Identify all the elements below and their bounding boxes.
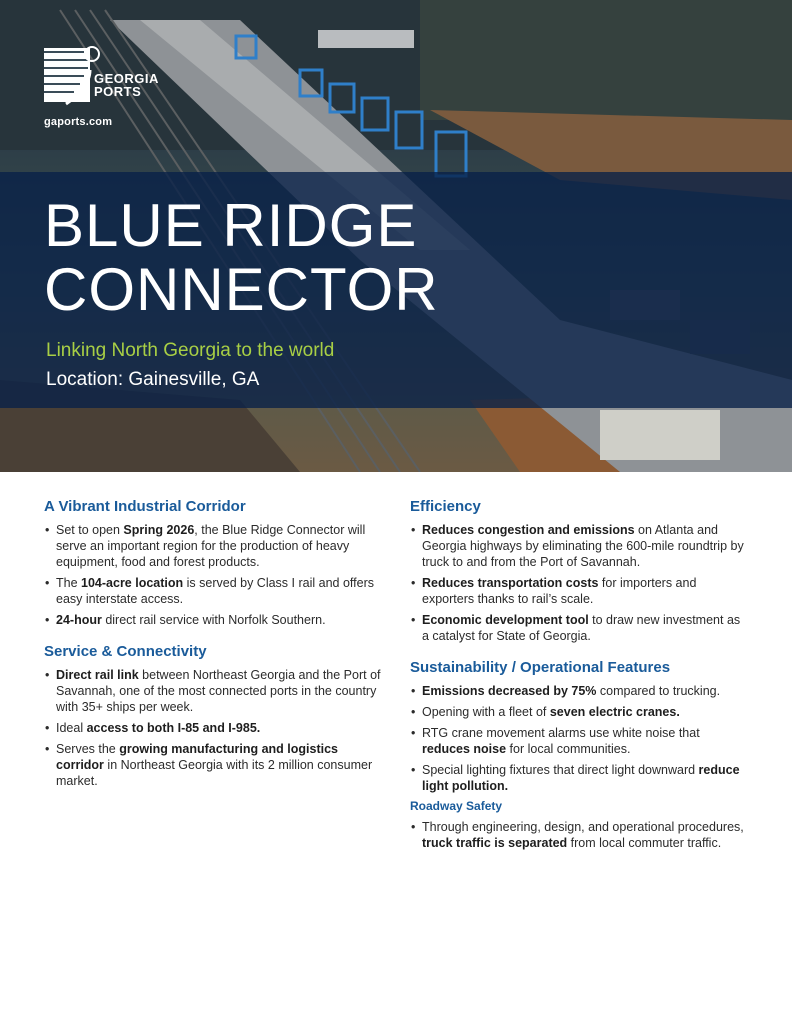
left-column <box>44 498 384 794</box>
right-column <box>410 498 750 856</box>
list-item: • Opening with a fleet of seven electric cranes. <box>410 704 750 720</box>
list-item: • Economic development tool to draw new investment as a catalyst for State of Georgia. <box>410 612 750 644</box>
location-line: Location: Gainesville, GA <box>46 369 260 390</box>
logo-wordmark <box>94 72 159 98</box>
website-url[interactable]: gaports.com <box>44 116 113 128</box>
page-title <box>44 194 439 322</box>
title-line-1: BLUE RIDGE <box>44 192 418 259</box>
logo-line-1: GEORGIA <box>94 71 159 86</box>
section-heading-service-connectivity: Service & Connectivity <box>44 643 207 660</box>
roadway-safety-list <box>410 819 750 851</box>
list-item: • Reduces congestion and emissions on Atlanta and Georgia highways by eliminating the 600-mile roundtrip by truck to and from the Port of Savannah. <box>410 522 750 570</box>
list-item: • Emissions decreased by 75% compared to trucking. <box>410 683 750 699</box>
hero-banner <box>0 0 792 472</box>
section-heading-efficiency: Efficiency <box>410 498 481 515</box>
list-item: • Set to open Spring 2026, the Blue Ridge Connector will serve an important region for the production of heavy equipment, food and forest products. <box>44 522 384 570</box>
logo-line-2: PORTS <box>94 84 142 99</box>
sustainability-list <box>410 683 750 794</box>
section-heading-industrial-corridor: A Vibrant Industrial Corridor <box>44 498 246 515</box>
industrial-corridor-list <box>44 522 384 628</box>
section-heading-sustainability: Sustainability / Operational Features <box>410 659 671 676</box>
list-item: • Reduces transportation costs for importers and exporters thanks to rail’s scale. <box>410 575 750 607</box>
service-connectivity-list <box>44 667 384 789</box>
list-item: • The 104-acre location is served by Class I rail and offers easy interstate access. <box>44 575 384 607</box>
title-line-2: CONNECTOR <box>44 256 439 323</box>
list-item: • Special lighting fixtures that direct light downward reduce light pollution. <box>410 762 750 794</box>
list-item: • Through engineering, design, and operational procedures, truck traffic is separated from local commuter traffic. <box>410 819 750 851</box>
list-item: • Serves the growing manufacturing and logistics corridor in Northeast Georgia with its 2 million consumer market. <box>44 741 384 789</box>
list-item: • Ideal access to both I-85 and I-985. <box>44 720 384 736</box>
list-item: • Direct rail link between Northeast Georgia and the Port of Savannah, one of the most connected ports in the country with 35+ ships per week. <box>44 667 384 715</box>
page-subtitle: Linking North Georgia to the world <box>46 340 335 361</box>
list-item: • RTG crane movement alarms use white noise that reduces noise for local communities. <box>410 725 750 757</box>
efficiency-list <box>410 522 750 644</box>
list-item: • 24-hour direct rail service with Norfolk Southern. <box>44 612 384 628</box>
subsection-heading-roadway-safety: Roadway Safety <box>410 799 503 813</box>
